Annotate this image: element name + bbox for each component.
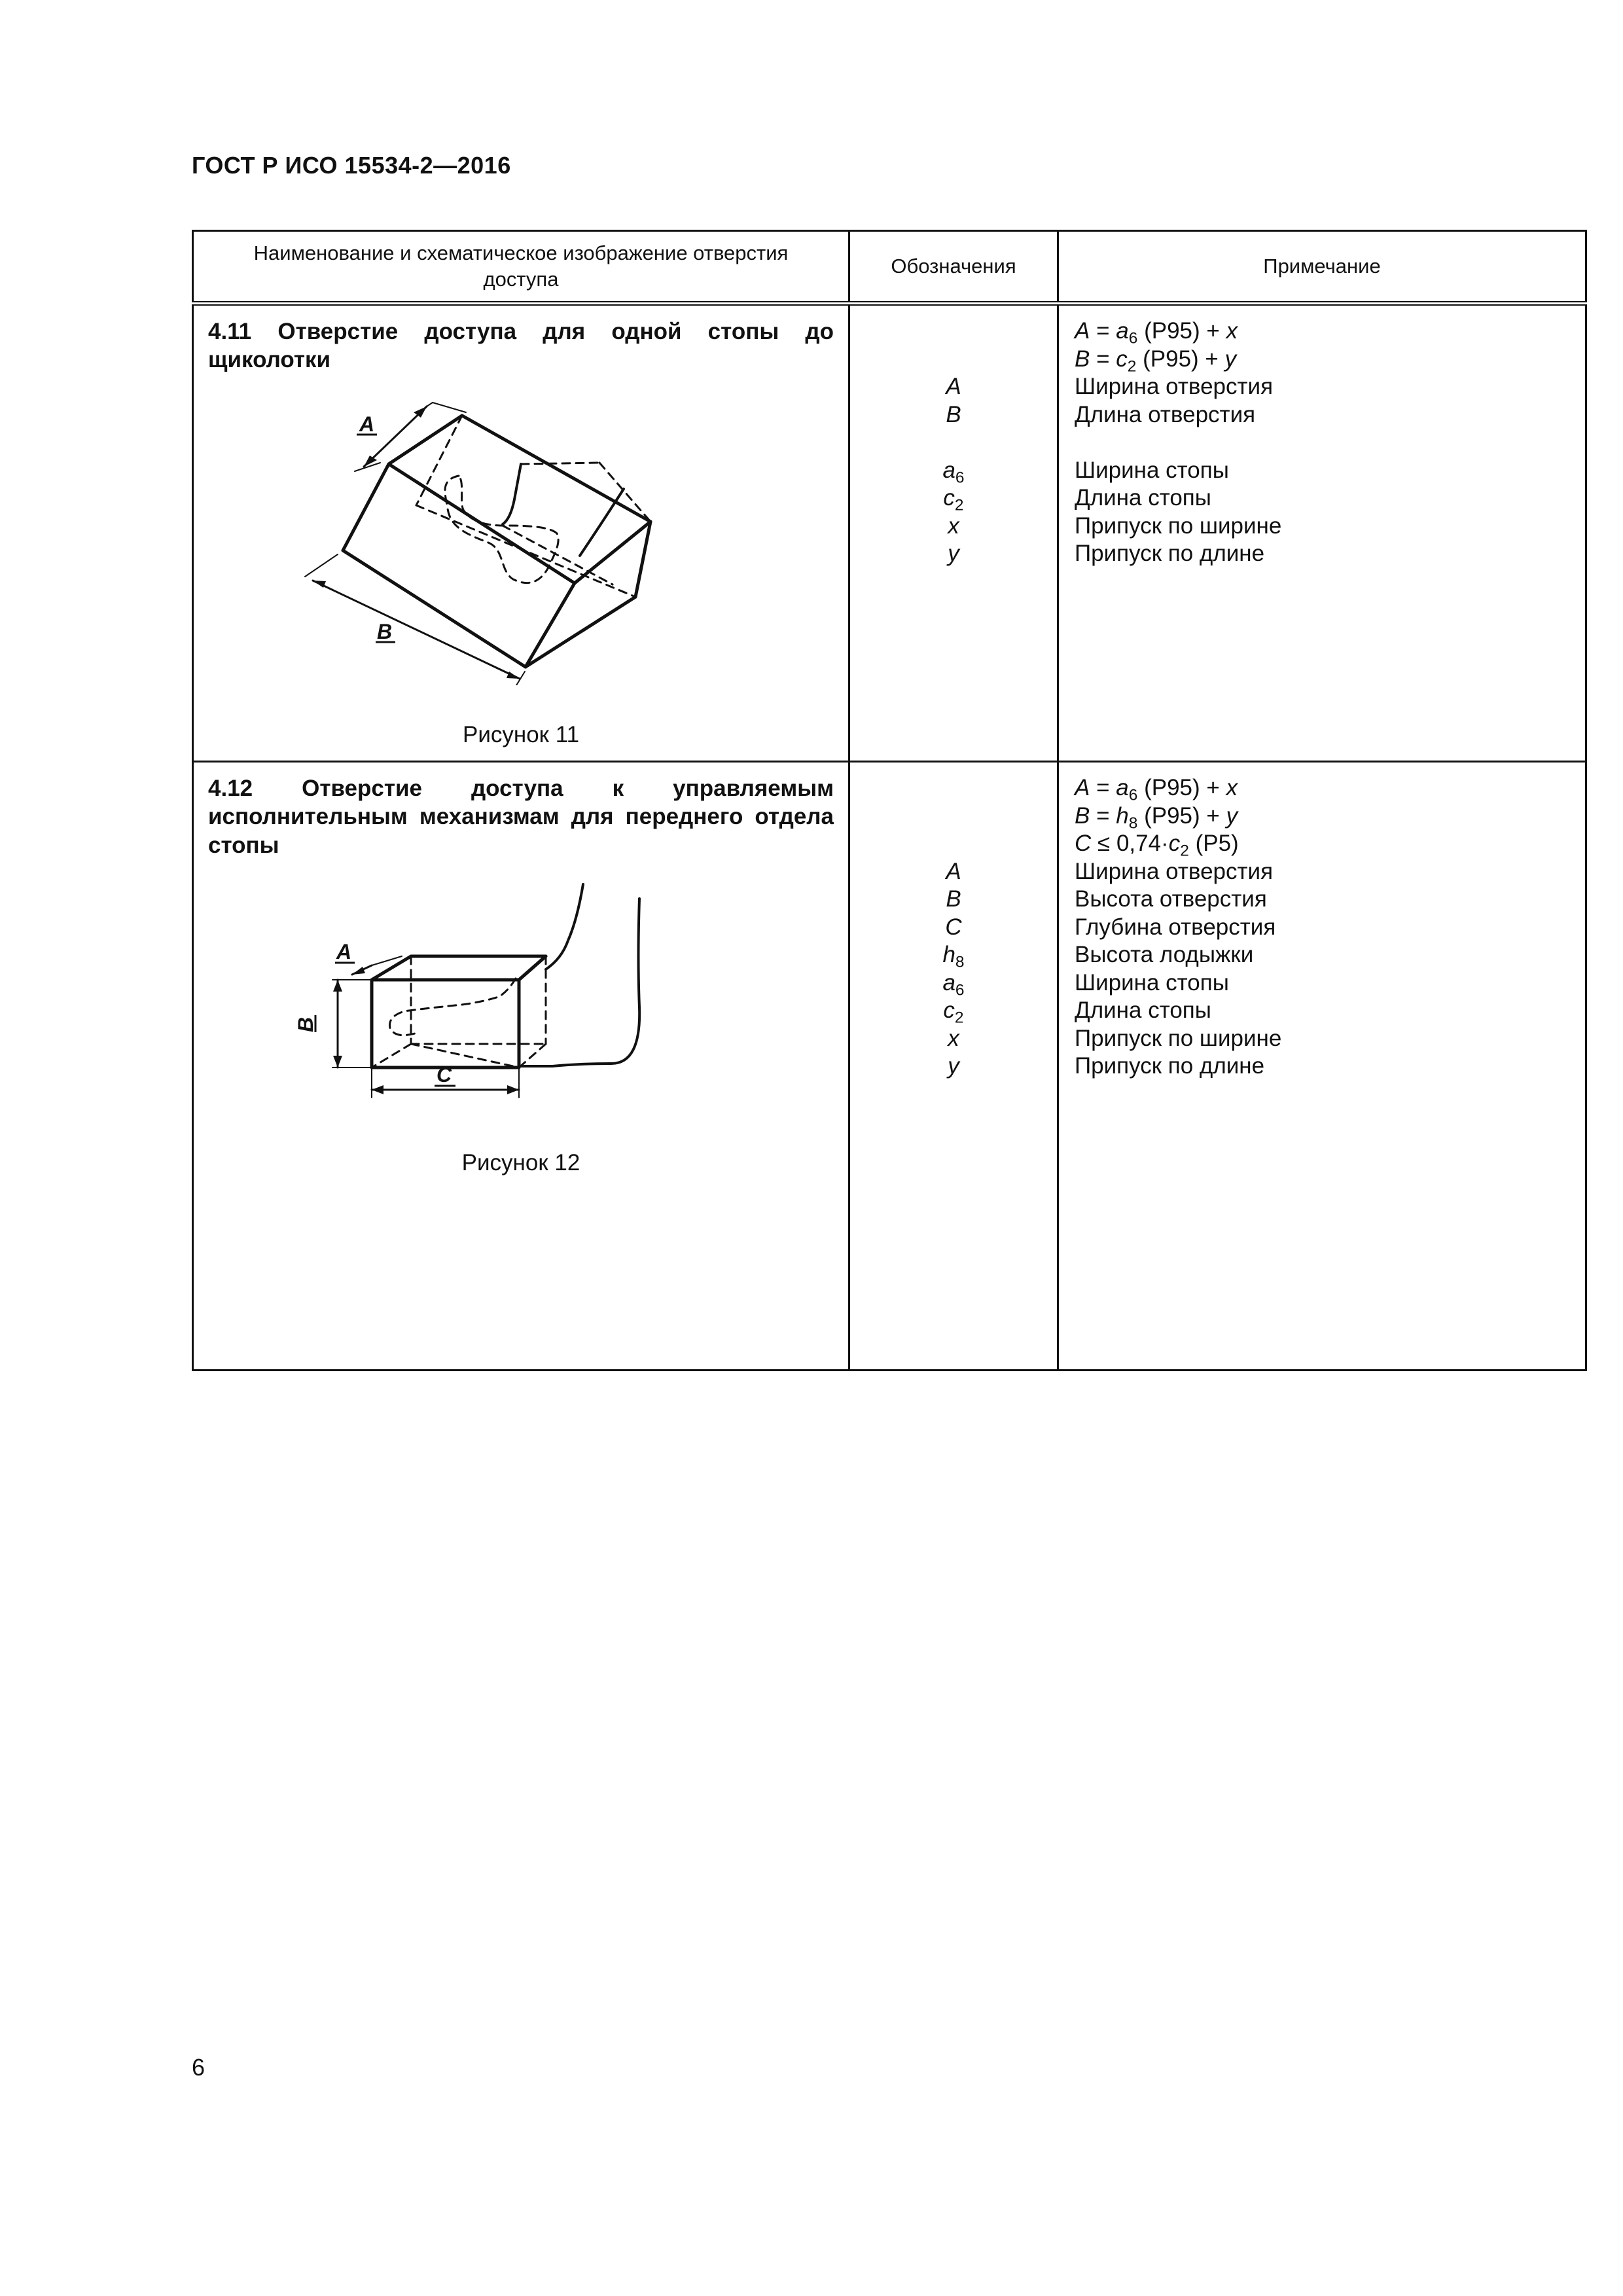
- row-notes-cell: [1058, 762, 1586, 1371]
- symbol-subscript: 2: [954, 1009, 964, 1027]
- symbol: B: [946, 886, 961, 912]
- formula-line: $B = h_8$ (P95) + y: [1075, 802, 1238, 832]
- table-row: [193, 304, 1586, 762]
- note-line: Припуск по длине: [1075, 1053, 1265, 1079]
- symbol: a: [942, 969, 955, 996]
- symbol: y: [948, 1053, 959, 1079]
- formula-line: $A = a_6$ (P95) + x: [1075, 775, 1238, 804]
- formula-line: $B = c_2$ (P95) + y: [1075, 346, 1237, 375]
- note-line: Припуск по ширине: [1075, 1025, 1282, 1051]
- note-line: Длина стопы: [1075, 997, 1211, 1023]
- column-header-name: Наименование и схематическое изображение отверстия доступа: [193, 231, 849, 304]
- column-header-symbols: Обозначения: [849, 231, 1058, 304]
- symbol: C: [945, 914, 962, 940]
- figure-12-diagram: [292, 867, 658, 1142]
- symbol: x: [948, 1025, 959, 1051]
- note-line: Припуск по ширине: [1075, 512, 1282, 539]
- note-line: Глубина отверстия: [1075, 914, 1276, 940]
- figure-label-c: C: [437, 1063, 452, 1086]
- figure-label-a: A: [359, 412, 375, 436]
- symbol: A: [946, 858, 961, 884]
- row-symbols-cell: [849, 762, 1058, 1371]
- document-header: ГОСТ Р ИСО 15534-2—2016: [192, 152, 511, 179]
- symbol: x: [948, 512, 959, 539]
- note-line: Ширина стопы: [1075, 969, 1229, 996]
- figure-11-diagram: [292, 371, 750, 685]
- access-openings-table: [192, 230, 1587, 1371]
- figure-caption: Рисунок 12: [461, 1150, 580, 1175]
- note-line: Ширина отверстия: [1075, 374, 1274, 399]
- formula-line: $C \le 0,74\cdot c_2$ (P5): [1075, 831, 1239, 860]
- symbol-subscript: 8: [955, 953, 965, 971]
- note-line: Длина отверстия: [1075, 401, 1256, 427]
- row-notes-cell: [1058, 304, 1586, 762]
- symbol: B: [946, 401, 961, 427]
- figure-label-b: B: [294, 1016, 317, 1032]
- symbol-subscript: 2: [954, 496, 964, 514]
- row-symbols-cell: [849, 304, 1058, 762]
- note-line: Высота отверстия: [1075, 886, 1267, 912]
- symbol: A: [946, 374, 961, 399]
- row-name-cell: [193, 304, 849, 762]
- symbol: h: [942, 942, 955, 967]
- figure-label-a: A: [336, 940, 352, 963]
- note-line: Длина стопы: [1075, 485, 1211, 511]
- note-line: Припуск по длине: [1075, 541, 1265, 566]
- table-header-row: [193, 231, 1586, 304]
- table-row: [193, 762, 1586, 1371]
- symbol: c: [943, 485, 955, 511]
- symbol: y: [948, 541, 959, 566]
- note-line: Ширина стопы: [1075, 457, 1229, 483]
- symbol: a: [942, 457, 955, 483]
- symbol-subscript: 6: [955, 980, 965, 999]
- note-line: Высота лодыжки: [1075, 942, 1254, 967]
- row-name-cell: [193, 762, 849, 1371]
- formula-line: $A = a_6$ (P95) + x: [1075, 318, 1238, 348]
- row-title: 4.12 Отверстие доступа к управляемым исполнительным механизмам для переднего отдела стопы: [208, 776, 834, 858]
- symbol: c: [943, 997, 955, 1023]
- row-title: 4.11 Отверстие доступа для одной стопы до щиколотки: [208, 319, 834, 373]
- figure-caption: Рисунок 11: [462, 722, 580, 747]
- column-header-notes: Примечание: [1058, 231, 1586, 304]
- page-number: 6: [192, 2054, 205, 2081]
- symbol-subscript: 6: [955, 468, 965, 486]
- figure-label-b: B: [377, 620, 393, 643]
- note-line: Ширина отверстия: [1075, 858, 1274, 884]
